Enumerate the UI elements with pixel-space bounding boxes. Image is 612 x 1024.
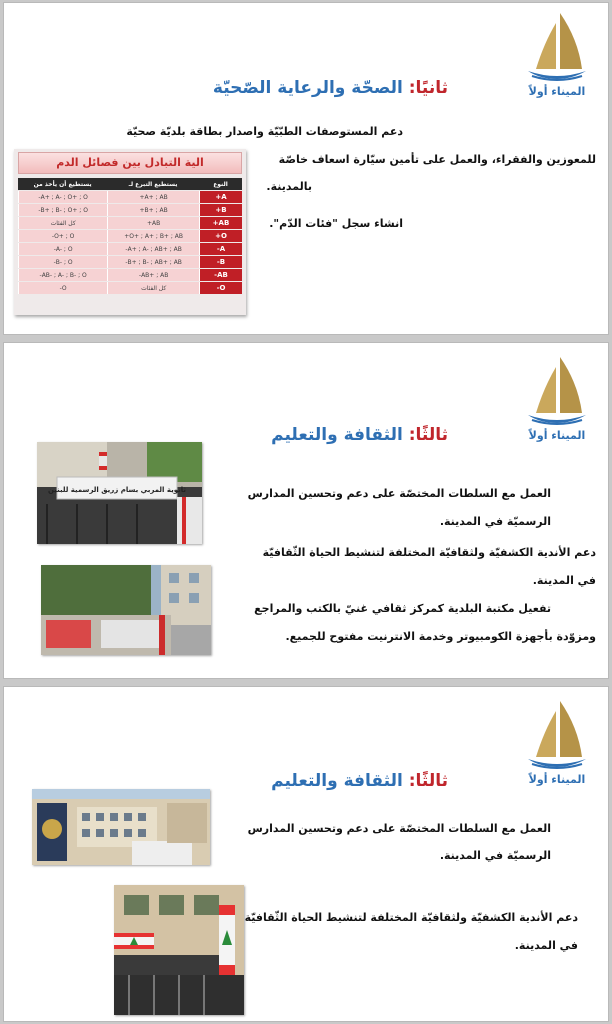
cell-receive: AB- ; A- ; B- ; O- <box>18 269 107 281</box>
cell-type: AB+ <box>199 217 242 229</box>
slide-culture-1 <box>3 342 609 679</box>
culture-line-1: العمل مع السلطات المختصّة على دعم وتحسين المدارس <box>247 487 551 500</box>
table-row <box>18 191 242 203</box>
blood-type-table <box>14 149 246 315</box>
culture-line-6: ومزوّدة بأجهزة الكومبيوتر وخدمة الانترنيت مفتوح للجميع. <box>285 630 596 643</box>
photo-school-entrance <box>114 885 244 1015</box>
culture-line-3: دعم الأندية الكشفيّة ولثقافيّة المختلفة لتنشيط الحياة الثّقافيّة <box>262 546 596 559</box>
cell-type: A- <box>199 243 242 255</box>
section-title <box>271 771 448 791</box>
cell-type: AB- <box>199 269 242 281</box>
section-title <box>213 78 448 98</box>
title-main: الصحّة والرعاية الصّحيّة <box>212 78 403 98</box>
table-row <box>18 230 242 242</box>
health-line-3: بالمدينة. <box>266 180 312 193</box>
cell-donate: AB+ <box>107 217 199 229</box>
culture-line-3: دعم الأندية الكشفيّة ولثقافيّة المختلفة لتنشيط الحياة الثّقافيّة <box>244 911 578 924</box>
section-title <box>271 425 448 445</box>
cell-receive: O+ ; O- <box>18 230 107 242</box>
slide-culture-2 <box>3 686 609 1022</box>
health-line-1: دعم المستوصفات الطبّيّة واصدار بطاقة بلديّة صحيّة <box>126 125 403 138</box>
logo-text: الميناء أولاً <box>528 85 586 98</box>
table-row <box>18 282 242 294</box>
photo-school-street <box>41 565 211 655</box>
cell-donate: A+ ; A- ; AB+ ; AB- <box>107 243 199 255</box>
culture-line-1: العمل مع السلطات المختصّة على دعم وتحسين المدارس <box>247 822 551 835</box>
cell-receive: كل الفئات <box>18 217 107 229</box>
cell-receive: A+ ; A- ; O+ ; O- <box>18 191 107 203</box>
school-sign-text: ثانوية المربي بسام زريق الرسمية للبنين <box>47 486 187 494</box>
cell-type: O- <box>199 282 242 294</box>
cell-type: A+ <box>199 191 242 203</box>
logo-text: الميناء أولاً <box>528 773 586 786</box>
culture-line-4: في المدينة. <box>514 939 578 952</box>
health-line-2: للمعوزين والفقراء، والعمل على تأمين سيّارة اسعاف خاصّة <box>278 153 596 166</box>
blood-table-title: الية التبادل بين فصائل الدم <box>18 152 242 174</box>
logo-mina-awalan <box>522 353 592 445</box>
cell-type: B+ <box>199 204 242 216</box>
cell-donate: B+ ; B- ; AB+ ; AB- <box>107 256 199 268</box>
table-row <box>18 204 242 216</box>
title-prefix: ثالثًا: <box>408 425 448 445</box>
health-line-4: انشاء سجل "فئات الدّم". <box>269 217 403 230</box>
cell-donate: AB+ ; AB- <box>107 269 199 281</box>
cell-receive: B+ ; B- ; O+ ; O- <box>18 204 107 216</box>
table-row <box>18 256 242 268</box>
table-row <box>18 243 242 255</box>
title-main: الثقافة والتعليم <box>271 425 403 445</box>
culture-line-5: تفعيل مكتبة البلدية كمركز ثقافي غنيّ بالكتب والمراجع <box>254 602 551 615</box>
title-main: الثقافة والتعليم <box>271 771 403 791</box>
logo-mina-awalan <box>522 9 592 101</box>
cell-type: B- <box>199 256 242 268</box>
slide-health <box>3 2 609 335</box>
logo-mina-awalan <box>522 697 592 789</box>
cell-receive: B- ; O- <box>18 256 107 268</box>
col-header-donate: يستطيع التبرع لـ <box>107 178 199 190</box>
cell-type: O+ <box>199 230 242 242</box>
culture-line-2: الرسميّة في المدينة. <box>439 849 551 862</box>
cell-receive: O- <box>18 282 107 294</box>
cell-donate: B+ ; AB+ <box>107 204 199 216</box>
culture-line-4: في المدينة. <box>532 574 596 587</box>
cell-donate: A+ ; AB+ <box>107 191 199 203</box>
col-header-type: النوع <box>199 178 242 190</box>
photo-school-facade <box>37 442 202 544</box>
blood-compat-table <box>18 177 242 295</box>
cell-donate: كل الفئات <box>107 282 199 294</box>
col-header-receive: يستطيع أن يأخذ من <box>18 178 107 190</box>
photo-school-building <box>32 789 210 865</box>
title-prefix: ثانيًا: <box>408 78 448 98</box>
table-row <box>18 217 242 229</box>
title-prefix: ثالثًا: <box>408 771 448 791</box>
table-row <box>18 269 242 281</box>
cell-receive: A- ; O- <box>18 243 107 255</box>
culture-line-2: الرسميّة في المدينة. <box>439 515 551 528</box>
logo-text: الميناء أولاً <box>528 429 586 442</box>
cell-donate: O+ ; A+ ; B+ ; AB+ <box>107 230 199 242</box>
